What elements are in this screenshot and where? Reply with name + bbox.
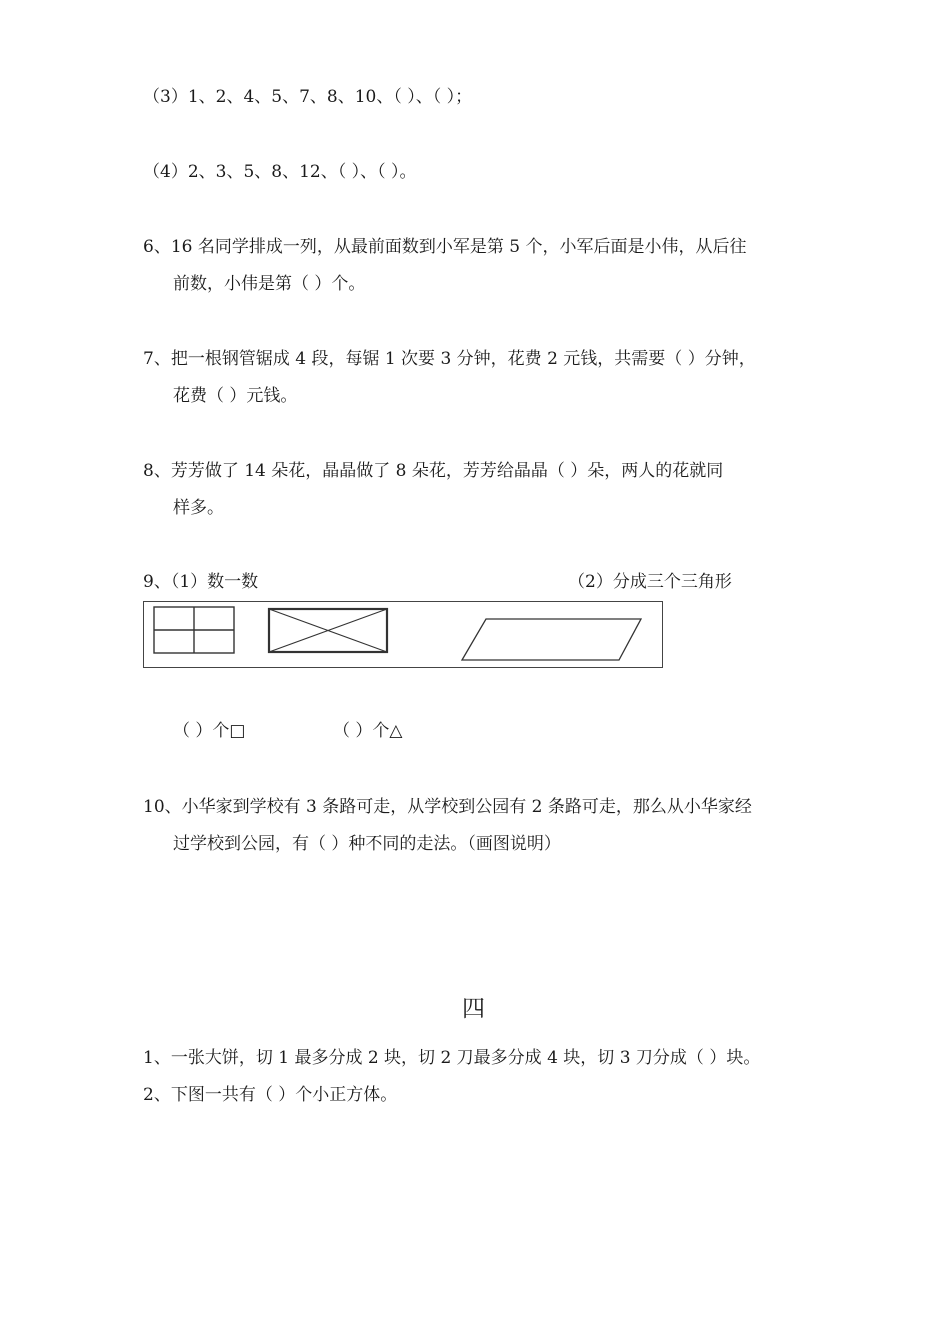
q9-figures <box>144 602 664 669</box>
crossed-rectangle-figure <box>269 609 387 652</box>
section-title: 四 <box>462 996 485 1022</box>
q10-line-2: 过学校到公园，有（ ）种不同的走法。（画图说明） <box>173 834 561 854</box>
q6-line-2: 前数，小伟是第（ ）个。 <box>173 274 366 294</box>
four-squares-figure <box>154 607 234 653</box>
q5-item-3: （3）1、2、4、5、7、8、10、（ ）、（ ）； <box>143 87 473 107</box>
section-4-q1: 1、一张大饼，切 1 最多分成 2 块，切 2 刀最多分成 4 块，切 3 刀分成（ ）块。 <box>143 1048 761 1068</box>
q7-line-1: 7、把一根钢管锯成 4 段，每锯 1 次要 3 分钟，花费 2 元钱，共需要（ ）分钟， <box>143 349 756 369</box>
q9-part-2-label: （2）分成三个三角形 <box>568 572 732 592</box>
q6-line-1: 6、16 名同学排成一列，从最前面数到小军是第 5 个，小军后面是小伟，从后往 <box>143 237 747 257</box>
q9-heading: 9、（1）数一数 <box>143 572 259 592</box>
q5-item-4: （4）2、3、5、8、12、（ ）、（ ）。 <box>143 162 417 182</box>
q9-figure-box <box>143 601 663 668</box>
q9-answer-triangles: （ ）个△ <box>333 721 403 741</box>
parallelogram-figure <box>462 619 641 660</box>
q7-line-2: 花费（ ）元钱。 <box>173 386 298 406</box>
q8-line-1: 8、芳芳做了 14 朵花，晶晶做了 8 朵花，芳芳给晶晶（ ）朵，两人的花就同 <box>143 461 724 481</box>
q9-answer-squares: （ ）个□ <box>173 721 246 741</box>
q10-line-1: 10、小华家到学校有 3 条路可走，从学校到公园有 2 条路可走，那么从小华家经 <box>143 797 752 817</box>
q8-line-2: 样多。 <box>173 498 224 518</box>
section-4-q2: 2、下图一共有（ ）个小正方体。 <box>143 1085 398 1105</box>
